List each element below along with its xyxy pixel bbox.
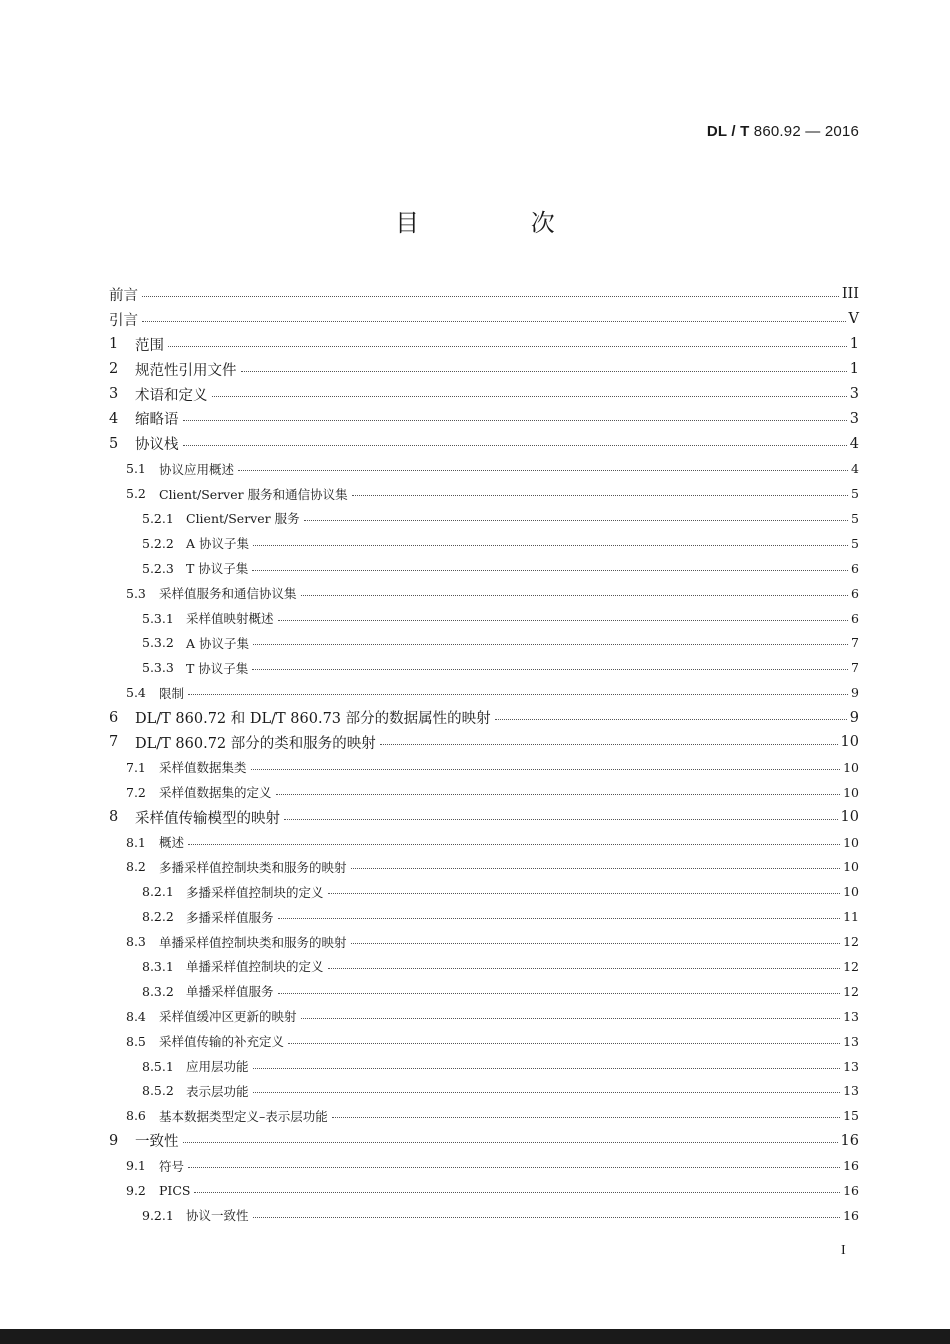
standard-code-number: 860.92 — 2016 [749, 123, 859, 140]
toc-dot-leader [304, 514, 848, 521]
toc-dot-leader [328, 887, 841, 894]
toc-entry-number: 3 [109, 386, 119, 402]
toc-entry-title: 限制 [159, 685, 185, 701]
toc-dot-leader [183, 1136, 838, 1143]
toc-entry-number: 1 [109, 336, 119, 353]
toc-entry-page: 7 [851, 635, 859, 651]
toc-dot-leader [278, 987, 841, 994]
toc-entry-title: 缩略语 [135, 412, 179, 429]
toc-dot-leader [328, 962, 841, 969]
toc-entry[interactable] [109, 929, 859, 954]
standard-code-prefix: DL / T [706, 123, 750, 140]
toc-entry-page: 6 [851, 585, 859, 601]
toc-entry-number: 9.1 [126, 1158, 146, 1174]
toc-entry-title: Client/Server 服务和通信协议集 [159, 486, 348, 502]
toc-entry-number: 7.1 [126, 759, 146, 775]
toc-entry-page: 6 [851, 560, 859, 576]
toc-entry-title: 规范性引用文件 [135, 362, 237, 379]
toc-entry[interactable] [109, 1128, 859, 1153]
toc-entry[interactable] [109, 1029, 859, 1054]
toc-entry-title: DL/T 860.72 部分的类和服务的映射 [135, 735, 376, 752]
toc-entry-number: 7 [109, 734, 119, 751]
toc-entry[interactable] [109, 456, 859, 481]
toc-entry-title: 多播采样值服务 [186, 909, 274, 925]
toc-entry-title: 引言 [109, 312, 138, 329]
toc-entry-number: 5.3 [126, 585, 146, 601]
toc-dot-leader [332, 1111, 840, 1118]
toc-entry-title: 多播采样值控制块类和服务的映射 [159, 859, 347, 875]
table-of-contents [109, 282, 859, 1228]
toc-entry-number: 8.1 [126, 834, 146, 850]
toc-entry[interactable] [109, 730, 859, 755]
toc-entry-title: 采样值数据集的定义 [159, 785, 272, 801]
toc-entry[interactable] [109, 780, 859, 805]
toc-dot-leader [351, 937, 841, 944]
toc-entry-title: 基本数据类型定义–表示层功能 [159, 1108, 328, 1124]
toc-entry-title: Client/Server 服务 [186, 511, 300, 527]
toc-entry-page: 9 [849, 709, 859, 726]
toc-entry-number: 5.1 [126, 461, 146, 477]
toc-entry[interactable] [109, 1178, 859, 1203]
toc-entry-title: 范围 [135, 337, 164, 354]
toc-entry-page: 13 [843, 1083, 859, 1099]
toc-entry-page: 13 [843, 1033, 859, 1049]
toc-dot-leader [183, 439, 847, 446]
toc-dot-leader [251, 763, 841, 770]
toc-entry-title: 协议一致性 [186, 1208, 249, 1224]
toc-dot-leader [284, 813, 838, 820]
toc-entry[interactable] [109, 556, 859, 581]
toc-entry-number: 5.2.3 [142, 560, 174, 576]
toc-entry-number: 8.3.1 [142, 958, 174, 974]
toc-entry[interactable] [109, 830, 859, 855]
toc-entry-page: 16 [840, 1132, 859, 1149]
toc-dot-leader [253, 638, 848, 645]
toc-dot-leader [253, 1211, 841, 1218]
toc-dot-leader [253, 1062, 841, 1069]
toc-dot-leader [168, 340, 847, 347]
toc-entry[interactable] [109, 954, 859, 979]
toc-entry[interactable] [109, 879, 859, 904]
toc-entry-title: A 协议子集 [186, 635, 250, 651]
toc-entry-page: 6 [851, 610, 859, 626]
toc-dot-leader [380, 738, 838, 745]
toc-entry-number: 7.2 [126, 784, 146, 800]
toc-entry-title: 采样值传输的补充定义 [159, 1034, 285, 1050]
toc-entry-number: 8.2 [126, 859, 146, 875]
toc-entry-number: 6 [109, 709, 119, 726]
toc-dot-leader [495, 713, 847, 720]
toc-entry[interactable] [109, 680, 859, 705]
toc-dot-leader [253, 539, 848, 546]
toc-entry-page: 5 [851, 486, 859, 502]
toc-entry[interactable] [109, 655, 859, 680]
toc-entry[interactable] [109, 307, 859, 332]
toc-entry-page: 10 [843, 884, 859, 900]
toc-dot-leader [183, 414, 847, 421]
toc-entry[interactable] [109, 755, 859, 780]
toc-entry-number: 4 [109, 410, 119, 427]
toc-entry[interactable] [109, 282, 859, 307]
bottom-edge-bar [0, 1329, 950, 1344]
toc-entry-page: 1 [849, 361, 859, 378]
page-number: I [841, 1243, 846, 1258]
toc-entry[interactable] [109, 979, 859, 1004]
toc-dot-leader [278, 912, 841, 919]
toc-entry-title: 一致性 [135, 1134, 179, 1151]
toc-entry[interactable] [109, 854, 859, 879]
toc-dot-leader [278, 614, 849, 621]
toc-entry-title: 应用层功能 [186, 1059, 249, 1075]
toc-entry-page: 4 [849, 435, 859, 452]
toc-entry-number: 5.3.2 [142, 635, 174, 651]
toc-entry[interactable] [109, 581, 859, 606]
toc-entry-number: 9.2 [126, 1183, 146, 1198]
toc-entry-title: 符号 [159, 1158, 185, 1174]
toc-entry-title: 采样值缓冲区更新的映射 [159, 1009, 297, 1025]
toc-entry-number: 5.2 [126, 486, 146, 502]
toc-entry-page: 12 [843, 934, 859, 950]
page-title: 目 次 [395, 209, 607, 237]
toc-dot-leader [238, 464, 848, 471]
toc-dot-leader [253, 1086, 841, 1093]
toc-entry[interactable] [109, 1203, 859, 1228]
toc-dot-leader [142, 290, 839, 297]
toc-entry-number: 8.4 [126, 1008, 146, 1024]
toc-entry-number: 8.5.1 [142, 1058, 174, 1074]
toc-entry-title: 概述 [159, 835, 185, 851]
toc-dot-leader [194, 1186, 840, 1193]
toc-dot-leader [351, 862, 841, 869]
toc-entry-page: 4 [851, 461, 859, 477]
toc-entry-title: T 协议子集 [186, 561, 249, 577]
toc-entry-page: 10 [843, 759, 859, 775]
toc-entry-page: 10 [840, 734, 859, 751]
toc-dot-leader [188, 1161, 840, 1168]
toc-dot-leader [188, 688, 848, 695]
toc-entry-page: 16 [843, 1183, 859, 1198]
toc-entry-title: 采样值服务和通信协议集 [159, 586, 297, 602]
toc-entry-number: 5 [109, 435, 119, 452]
toc-entry-number: 5.3.1 [142, 610, 174, 626]
toc-dot-leader [301, 589, 849, 596]
toc-entry[interactable] [109, 1153, 859, 1178]
toc-entry-title: A 协议子集 [186, 536, 250, 552]
toc-entry-number: 8.5 [126, 1033, 146, 1049]
toc-dot-leader [252, 663, 848, 670]
toc-entry-page: 5 [851, 535, 859, 551]
toc-entry-title: 协议应用概述 [159, 461, 235, 477]
toc-entry[interactable] [109, 630, 859, 655]
toc-entry-title: 采样值映射概述 [186, 611, 274, 627]
toc-dot-leader [188, 838, 840, 845]
toc-entry-page: 9 [851, 685, 859, 701]
toc-entry[interactable] [109, 357, 859, 382]
toc-entry[interactable] [109, 1103, 859, 1128]
toc-entry-title: 协议栈 [135, 437, 179, 454]
toc-entry-page: 13 [843, 1058, 859, 1074]
toc-dot-leader [301, 1012, 841, 1019]
toc-dot-leader [288, 1037, 840, 1044]
toc-entry-number: 5.2.2 [142, 535, 174, 551]
toc-entry[interactable] [109, 1054, 859, 1079]
toc-entry-number: 9.2.1 [142, 1207, 174, 1223]
toc-entry[interactable] [109, 606, 859, 631]
toc-entry-title: 术语和定义 [135, 387, 208, 404]
toc-entry-title: T 协议子集 [186, 660, 249, 676]
toc-entry[interactable] [109, 431, 859, 456]
toc-entry-page: 10 [843, 784, 859, 800]
toc-entry-title: 表示层功能 [186, 1083, 249, 1099]
toc-entry-page: 15 [843, 1108, 859, 1124]
toc-entry[interactable] [109, 531, 859, 556]
toc-entry-page: 7 [851, 660, 859, 676]
toc-entry-page: 1 [849, 336, 859, 353]
toc-entry[interactable] [109, 481, 859, 506]
toc-entry-title: 单播采样值控制块类和服务的映射 [159, 934, 347, 950]
toc-entry-page: 10 [840, 809, 859, 826]
toc-entry-page: 16 [843, 1158, 859, 1174]
toc-entry-page: 12 [843, 958, 859, 974]
toc-dot-leader [142, 315, 846, 322]
toc-dot-leader [276, 788, 841, 795]
toc-dot-leader [352, 489, 848, 496]
toc-entry[interactable] [109, 332, 859, 357]
toc-entry-title: 采样值传输模型的映射 [135, 810, 280, 827]
toc-dot-leader [212, 390, 847, 397]
toc-entry-page: III [841, 286, 859, 303]
toc-entry-title: 单播采样值服务 [186, 984, 274, 1000]
toc-entry-page: 13 [843, 1008, 859, 1024]
toc-entry-page: 5 [851, 510, 859, 526]
toc-entry-title: 多播采样值控制块的定义 [186, 884, 324, 900]
toc-entry-page: V [848, 311, 859, 328]
toc-entry[interactable] [109, 1004, 859, 1029]
toc-entry-number: 8.2.2 [142, 909, 174, 925]
toc-entry[interactable] [109, 705, 859, 730]
toc-dot-leader [241, 365, 847, 372]
toc-entry-number: 8.6 [126, 1108, 146, 1124]
toc-dot-leader [252, 564, 848, 571]
toc-entry-page: 10 [843, 834, 859, 850]
toc-entry-number: 8.3.2 [142, 983, 174, 999]
toc-entry-number: 8.3 [126, 934, 146, 950]
toc-entry-page: 3 [849, 386, 859, 402]
toc-entry-number: 8.2.1 [142, 884, 174, 900]
toc-entry[interactable] [109, 904, 859, 929]
toc-entry-number: 8 [109, 809, 119, 826]
toc-entry[interactable] [109, 382, 859, 407]
toc-entry-number: 8.5.2 [142, 1083, 174, 1099]
toc-entry-page: 10 [843, 859, 859, 875]
standard-code [707, 123, 859, 140]
toc-entry[interactable] [109, 506, 859, 531]
toc-entry[interactable] [109, 805, 859, 830]
toc-entry-number: 5.4 [126, 685, 146, 701]
toc-entry-title: DL/T 860.72 和 DL/T 860.73 部分的数据属性的映射 [135, 711, 491, 728]
toc-entry[interactable] [109, 1079, 859, 1104]
toc-entry-page: 3 [849, 410, 859, 427]
toc-entry-page: 12 [843, 983, 859, 999]
toc-entry-page: 16 [843, 1207, 859, 1223]
toc-entry-page: 11 [843, 909, 859, 925]
toc-entry-number: 5.3.3 [142, 660, 174, 676]
toc-entry-title: PICS [159, 1183, 191, 1198]
toc-entry-title: 采样值数据集类 [159, 760, 247, 776]
toc-entry-title: 前言 [109, 287, 138, 304]
toc-entry-number: 2 [109, 361, 119, 378]
toc-entry[interactable] [109, 406, 859, 431]
toc-entry-number: 9 [109, 1132, 119, 1149]
toc-entry-title: 单播采样值控制块的定义 [186, 959, 324, 975]
toc-entry-number: 5.2.1 [142, 510, 174, 526]
